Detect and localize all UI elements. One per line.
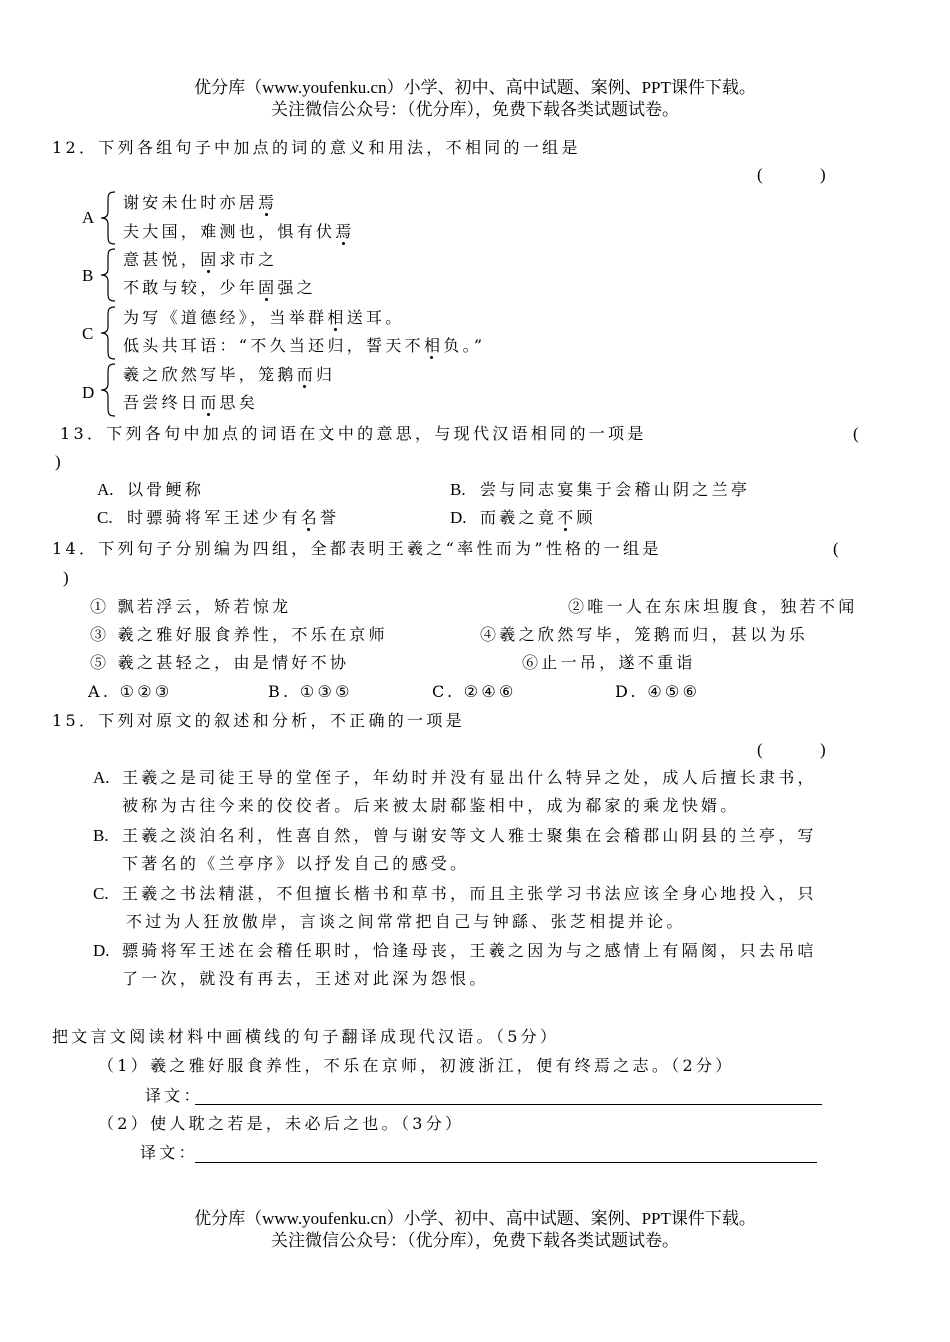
q13-option-b-text: 尝与同志宴集于会稽山阴之兰亭 <box>480 480 751 499</box>
q12-brace-c <box>99 306 117 360</box>
dotted-word: 固 <box>200 250 220 269</box>
translation-answer-line-2 <box>195 1162 817 1163</box>
q13-option-b-label: B. <box>450 480 466 499</box>
text: 不敢与较，少年 <box>123 278 259 297</box>
dotted-word: 焉 <box>335 222 355 241</box>
text: 羲之欣然写毕，笼鹅 <box>123 365 297 384</box>
text: 誉 <box>320 508 340 527</box>
q12-brace-d <box>99 363 117 417</box>
q15-option-a-label: A. <box>93 768 110 787</box>
q15-paren-open: ( <box>757 740 763 759</box>
q15-option-c-line-2: 不过为人狂放傲岸，言谈之间常常把自己与钟繇、张芝相提并论。 <box>126 912 686 931</box>
q14-option-b: B. ①③⑤ <box>268 682 353 701</box>
brace-path <box>101 307 115 359</box>
q15-option-b-label: B. <box>93 826 109 845</box>
q13-option-a-label: A. <box>97 480 114 499</box>
q14-option-a: A. ①②③ <box>88 682 173 701</box>
brace-path <box>101 249 115 301</box>
header-line-2: 关注微信公众号：（优分库），免费下载各类试题试卷。 <box>271 100 679 119</box>
text: 强之 <box>277 278 317 297</box>
q13-option-a-text: 以骨鲠称 <box>127 480 205 499</box>
q12-paren-open: ( <box>757 165 763 184</box>
q15-option-a-line-1: 王羲之是司徒王导的堂侄子，年幼时并没有显出什么特异之处，成人后擅长隶书， <box>122 768 817 787</box>
text: 思矣 <box>219 393 259 412</box>
q14-stem: 14．下列句子分别编为四组，全都表明王羲之“率性而为”性格的一组是 <box>52 539 662 558</box>
text: 为写《道德经》，当举群 <box>123 308 328 327</box>
text: 夫大国，难测也，惧有伏 <box>123 222 336 241</box>
q12-option-a-line-1 <box>123 193 277 213</box>
q12-option-c-line-2 <box>123 336 485 356</box>
q14-item-2: ②唯一人在东床坦腹食，独若不闻 <box>568 597 858 616</box>
text: 时骠骑将军王述少有 <box>127 508 301 527</box>
translation-prompt-2: （2）使人耽之若是，未必后之也。（3分） <box>98 1114 465 1133</box>
q14-option-d: D. ④⑤⑥ <box>615 682 701 701</box>
q12-option-b-line-2 <box>123 278 316 298</box>
q15-option-d-line-1: 骠骑将军王述在会稽任职时，恰逢母丧，王羲之因为与之感情上有隔阂，只去吊唁 <box>122 941 817 960</box>
q13-paren-close: ) <box>55 452 61 471</box>
q13-stem: 13．下列各句中加点的词语在文中的意思，与现代汉语相同的一项是 <box>60 424 647 443</box>
q15-stem: 15．下列对原文的叙述和分析，不正确的一项是 <box>52 711 465 730</box>
q15-option-c-label: C. <box>93 884 109 903</box>
q14-item-1: ① 飘若浮云，矫若惊龙 <box>90 597 292 616</box>
q15-option-c-line-1: 王羲之书法精湛，不但擅长楷书和草书，而且主张学习书法应该全身心地投入，只 <box>122 884 817 903</box>
q12-brace-b <box>99 248 117 302</box>
text: 顾 <box>576 508 596 527</box>
translation-answer-label-1: 译文： <box>145 1086 203 1105</box>
q15-option-a-line-2: 被称为古往今来的佼佼者。后来被太尉郗鉴相中，成为郗家的乘龙快婿。 <box>122 796 740 815</box>
text: 求市之 <box>219 250 278 269</box>
dotted-word: 而 <box>296 365 317 384</box>
q12-letter-a: A <box>82 208 95 227</box>
translation-answer-label-2: 译文： <box>140 1143 198 1162</box>
q13-option-c-text <box>127 508 339 528</box>
q13-option-d-text <box>480 508 596 528</box>
footer-line-1: 优分库（www.youfenku.cn）小学、初中、高中试题、案例、PPT课件下载。 <box>194 1209 756 1228</box>
q14-item-4: ④羲之欣然写毕，笼鹅而归，甚以为乐 <box>480 625 809 644</box>
dotted-word: 固 <box>258 278 278 297</box>
brace-path <box>101 364 115 416</box>
q12-option-a-line-2 <box>123 222 355 242</box>
text: 而羲之竟 <box>480 508 558 527</box>
translation-prompt-1: （1）羲之雅好服食养性，不乐在京师，初渡浙江，便有终焉之志。（2分） <box>98 1056 735 1075</box>
text: 负。” <box>443 336 486 355</box>
q13-option-d-label: D. <box>450 508 467 527</box>
dotted-word: 而 <box>200 393 220 412</box>
q15-option-b-line-2: 下著名的《兰亭序》以抒发自己的感受。 <box>122 854 470 873</box>
text: 送耳。 <box>346 308 405 327</box>
text: 归 <box>316 365 336 384</box>
q15-paren-close: ) <box>820 740 826 759</box>
q15-option-d-label: D. <box>93 941 110 960</box>
q12-option-d-line-2 <box>123 393 258 413</box>
text: 低头共耳语：“不久当还归，誓天不 <box>123 336 424 355</box>
q14-item-6: ⑥止一吊，遂不重诣 <box>522 653 696 672</box>
q14-paren-open: ( <box>833 539 839 558</box>
q15-option-b-line-1: 王羲之淡泊名利，性喜自然，曾与谢安等文人雅士聚集在会稽郡山阴县的兰亭，写 <box>122 826 817 845</box>
dotted-word: 焉 <box>258 193 278 212</box>
q12-stem: 12．下列各组句子中加点的词的意义和用法，不相同的一组是 <box>52 138 581 157</box>
text: 吾尝终日 <box>123 393 201 412</box>
q14-item-5: ⑤ 羲之甚轻之，由是情好不协 <box>90 653 350 672</box>
q12-letter-b: B <box>82 266 94 285</box>
footer-line-2: 关注微信公众号：（优分库），免费下载各类试题试卷。 <box>271 1231 679 1250</box>
q13-paren-open: ( <box>853 424 859 443</box>
dotted-word: 名 <box>300 508 321 527</box>
header-line-1: 优分库（www.youfenku.cn）小学、初中、高中试题、案例、PPT课件下载。 <box>194 78 756 97</box>
q12-paren-close: ) <box>820 165 826 184</box>
q15-option-d-line-2: 了一次，就没有再去，王述对此深为怨恨。 <box>122 969 489 988</box>
q12-letter-d: D <box>82 383 95 402</box>
text: 意甚悦， <box>123 250 201 269</box>
translation-answer-line-1 <box>195 1104 822 1105</box>
q12-option-d-line-1 <box>123 365 335 385</box>
q12-brace-a <box>99 191 117 245</box>
dotted-word: 相 <box>423 336 444 355</box>
q14-option-c: C. ②④⑥ <box>432 682 517 701</box>
dotted-word: 相 <box>327 308 347 327</box>
q12-letter-c: C <box>82 324 94 343</box>
q13-option-c-label: C. <box>97 508 113 527</box>
brace-path <box>101 192 115 244</box>
dotted-word: 不 <box>557 508 577 527</box>
q12-option-c-line-1 <box>123 308 405 328</box>
q12-option-b-line-1 <box>123 250 277 270</box>
translation-heading: 把文言文阅读材料中画横线的句子翻译成现代汉语。（5分） <box>52 1027 560 1046</box>
text: 谢安未仕时亦居 <box>123 193 259 212</box>
q14-paren-close: ) <box>63 568 69 587</box>
q14-item-3: ③ 羲之雅好服食养性，不乐在京师 <box>90 625 388 644</box>
